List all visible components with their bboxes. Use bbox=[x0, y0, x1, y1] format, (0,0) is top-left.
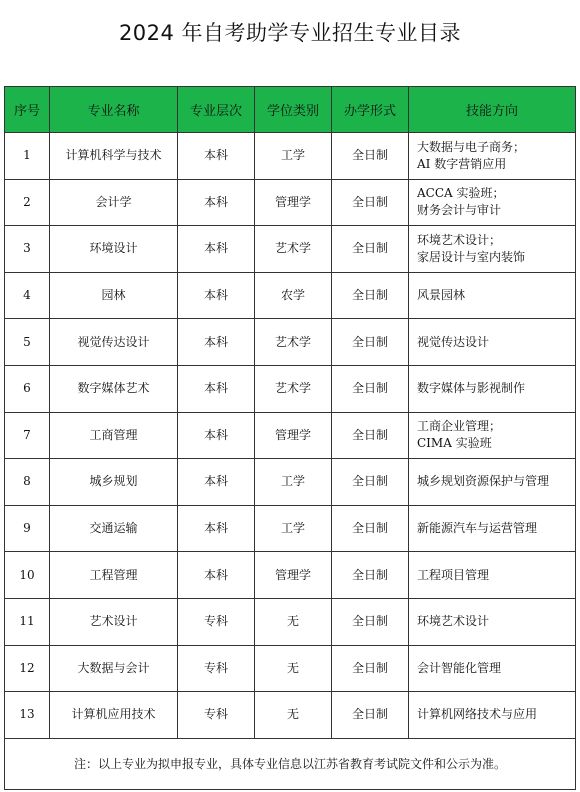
table-row bbox=[5, 598, 576, 645]
page-title: 2024 年自考助学专业招生专业目录 bbox=[118, 21, 462, 46]
cell-skill-direction bbox=[409, 365, 576, 412]
table-row bbox=[5, 365, 576, 412]
table-row bbox=[5, 505, 576, 552]
cell-major-name: 会计学 bbox=[50, 179, 178, 226]
cell-level: 专科 bbox=[178, 598, 255, 645]
cell-degree: 农学 bbox=[255, 272, 332, 319]
cell-serial: 10 bbox=[5, 552, 50, 599]
skill-line: 计算机网络技术与应用 bbox=[417, 707, 538, 722]
cell-study-form: 全日制 bbox=[332, 412, 409, 459]
cell-study-form: 全日制 bbox=[332, 459, 409, 506]
cell-major-name: 工程管理 bbox=[50, 552, 178, 599]
cell-major-name: 园林 bbox=[50, 272, 178, 319]
note-row bbox=[5, 738, 576, 789]
table-body bbox=[5, 133, 576, 739]
header-major-name: 专业名称 bbox=[50, 87, 178, 133]
footnote: 注：以上专业为拟申报专业，具体专业信息以江苏省教育考试院文件和公示为准。 bbox=[5, 738, 576, 789]
table-row bbox=[5, 552, 576, 599]
table-row bbox=[5, 319, 576, 366]
cell-serial: 9 bbox=[5, 505, 50, 552]
cell-serial: 1 bbox=[5, 133, 50, 180]
skill-line: CIMA 实验班 bbox=[417, 436, 492, 451]
cell-level: 本科 bbox=[178, 319, 255, 366]
cell-degree: 管理学 bbox=[255, 412, 332, 459]
table-row bbox=[5, 645, 576, 692]
cell-degree: 工学 bbox=[255, 459, 332, 506]
skill-line: 财务会计与审计 bbox=[417, 203, 502, 218]
cell-level: 专科 bbox=[178, 645, 255, 692]
table-row bbox=[5, 133, 576, 180]
cell-degree: 无 bbox=[255, 645, 332, 692]
header-serial: 序号 bbox=[5, 87, 50, 133]
cell-serial: 7 bbox=[5, 412, 50, 459]
header-skill-direction: 技能方向 bbox=[409, 87, 576, 133]
cell-degree: 管理学 bbox=[255, 179, 332, 226]
table-row bbox=[5, 692, 576, 739]
cell-skill-direction bbox=[409, 133, 576, 180]
cell-serial: 6 bbox=[5, 365, 50, 412]
skill-line: 会计智能化管理 bbox=[417, 660, 502, 675]
header-study-form: 办学形式 bbox=[332, 87, 409, 133]
skill-line: 家居设计与室内装饰 bbox=[417, 249, 526, 264]
table-row bbox=[5, 179, 576, 226]
cell-level: 本科 bbox=[178, 552, 255, 599]
cell-serial: 13 bbox=[5, 692, 50, 739]
cell-study-form: 全日制 bbox=[332, 505, 409, 552]
skill-line: 新能源汽车与运营管理 bbox=[417, 521, 538, 536]
cell-skill-direction bbox=[409, 226, 576, 273]
cell-serial: 12 bbox=[5, 645, 50, 692]
cell-serial: 11 bbox=[5, 598, 50, 645]
cell-major-name: 大数据与会计 bbox=[50, 645, 178, 692]
cell-study-form: 全日制 bbox=[332, 319, 409, 366]
cell-degree: 管理学 bbox=[255, 552, 332, 599]
cell-degree: 艺术学 bbox=[255, 365, 332, 412]
cell-serial: 4 bbox=[5, 272, 50, 319]
cell-major-name: 计算机科学与技术 bbox=[50, 133, 178, 180]
cell-degree: 艺术学 bbox=[255, 226, 332, 273]
cell-level: 本科 bbox=[178, 133, 255, 180]
cell-level: 本科 bbox=[178, 505, 255, 552]
cell-skill-direction bbox=[409, 505, 576, 552]
cell-study-form: 全日制 bbox=[332, 598, 409, 645]
cell-degree: 艺术学 bbox=[255, 319, 332, 366]
cell-study-form: 全日制 bbox=[332, 133, 409, 180]
cell-skill-direction bbox=[409, 459, 576, 506]
cell-major-name: 交通运输 bbox=[50, 505, 178, 552]
header-level: 专业层次 bbox=[178, 87, 255, 133]
cell-level: 专科 bbox=[178, 692, 255, 739]
cell-major-name: 环境设计 bbox=[50, 226, 178, 273]
cell-study-form: 全日制 bbox=[332, 365, 409, 412]
cell-major-name: 计算机应用技术 bbox=[50, 692, 178, 739]
cell-skill-direction bbox=[409, 552, 576, 599]
cell-skill-direction bbox=[409, 692, 576, 739]
cell-major-name: 视觉传达设计 bbox=[50, 319, 178, 366]
cell-study-form: 全日制 bbox=[332, 552, 409, 599]
cell-study-form: 全日制 bbox=[332, 645, 409, 692]
cell-skill-direction bbox=[409, 179, 576, 226]
cell-study-form: 全日制 bbox=[332, 692, 409, 739]
skill-line: 数字媒体与影视制作 bbox=[417, 381, 526, 396]
skill-line: 大数据与电子商务； bbox=[417, 139, 526, 154]
cell-serial: 5 bbox=[5, 319, 50, 366]
cell-skill-direction bbox=[409, 272, 576, 319]
skill-line: 风景园林 bbox=[417, 288, 466, 303]
skill-line: 视觉传达设计 bbox=[417, 334, 490, 349]
cell-study-form: 全日制 bbox=[332, 179, 409, 226]
table-row bbox=[5, 272, 576, 319]
cell-skill-direction bbox=[409, 645, 576, 692]
cell-degree: 无 bbox=[255, 598, 332, 645]
table-row bbox=[5, 226, 576, 273]
skill-line: 城乡规划资源保护与管理 bbox=[417, 474, 550, 489]
cell-level: 本科 bbox=[178, 226, 255, 273]
skill-line: 工程项目管理 bbox=[417, 567, 490, 582]
cell-major-name: 城乡规划 bbox=[50, 459, 178, 506]
table-header-row bbox=[5, 87, 576, 133]
cell-level: 本科 bbox=[178, 412, 255, 459]
major-catalog-table bbox=[4, 86, 576, 790]
cell-degree: 工学 bbox=[255, 133, 332, 180]
skill-line: AI 数字营销应用 bbox=[417, 156, 507, 171]
header-degree: 学位类别 bbox=[255, 87, 332, 133]
cell-level: 本科 bbox=[178, 179, 255, 226]
cell-skill-direction bbox=[409, 598, 576, 645]
cell-level: 本科 bbox=[178, 365, 255, 412]
table-row bbox=[5, 412, 576, 459]
cell-serial: 3 bbox=[5, 226, 50, 273]
cell-skill-direction bbox=[409, 412, 576, 459]
cell-serial: 8 bbox=[5, 459, 50, 506]
table-row bbox=[5, 459, 576, 506]
cell-level: 本科 bbox=[178, 459, 255, 506]
cell-skill-direction bbox=[409, 319, 576, 366]
cell-major-name: 数字媒体艺术 bbox=[50, 365, 178, 412]
skill-line: 环境艺术设计 bbox=[417, 614, 490, 629]
cell-serial: 2 bbox=[5, 179, 50, 226]
cell-major-name: 艺术设计 bbox=[50, 598, 178, 645]
cell-degree: 无 bbox=[255, 692, 332, 739]
cell-study-form: 全日制 bbox=[332, 226, 409, 273]
skill-line: ACCA 实验班； bbox=[417, 186, 505, 201]
cell-level: 本科 bbox=[178, 272, 255, 319]
skill-line: 环境艺术设计； bbox=[417, 232, 502, 247]
cell-study-form: 全日制 bbox=[332, 272, 409, 319]
cell-major-name: 工商管理 bbox=[50, 412, 178, 459]
cell-degree: 工学 bbox=[255, 505, 332, 552]
skill-line: 工商企业管理； bbox=[417, 419, 502, 434]
